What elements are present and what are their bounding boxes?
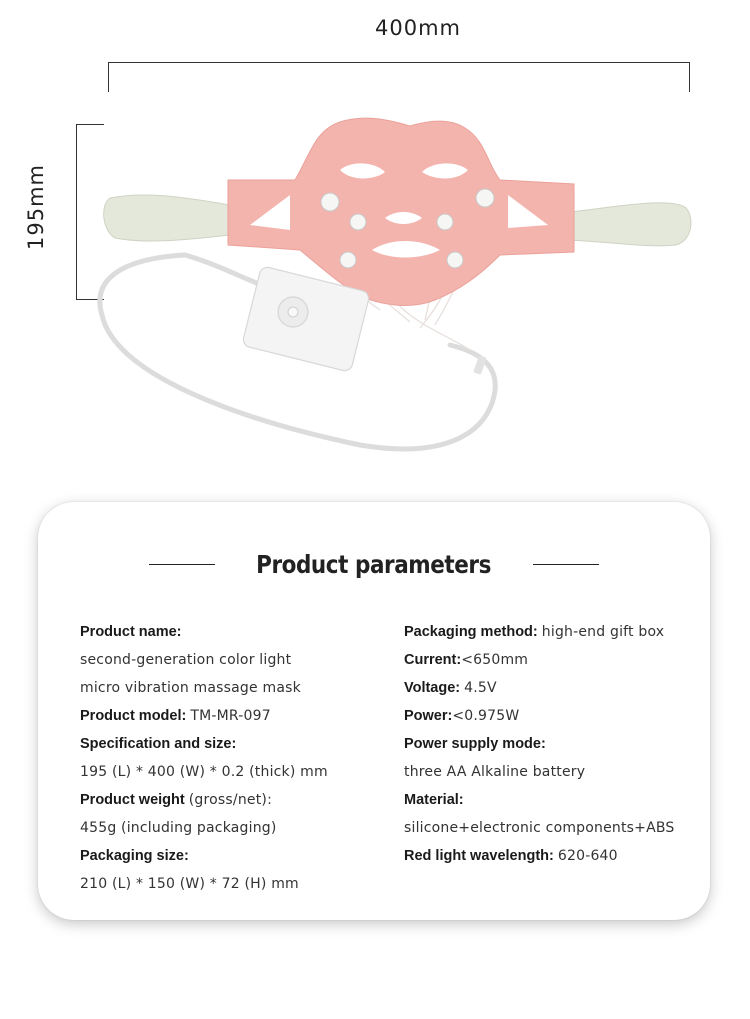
- param-row: Specification and size:: [80, 736, 237, 752]
- parameters-right-column: [404, 618, 675, 870]
- param-row: Red light wavelength: 620-640: [404, 848, 618, 864]
- param-row: Power supply mode:: [404, 736, 546, 752]
- param-row: second-generation color light: [80, 652, 292, 668]
- height-dimension-label: 195mm: [24, 164, 48, 250]
- param-row: 210 (L) * 150 (W) * 72 (H) mm: [80, 876, 299, 892]
- title-rule-right: [533, 564, 599, 565]
- param-row: 455g (including packaging): [80, 820, 277, 836]
- product-parameters-card: [38, 502, 710, 920]
- param-row: Material:: [404, 792, 464, 808]
- width-dimension-line: [108, 62, 690, 63]
- parameters-left-column: [80, 618, 328, 898]
- section-title: Product parameters: [256, 550, 492, 579]
- param-row: Power:<0.975W: [404, 708, 520, 724]
- title-rule-left: [149, 564, 215, 565]
- param-row: Current:<650mm: [404, 652, 529, 668]
- massage-mask-image: [90, 100, 710, 480]
- param-row: Product weight (gross/net):: [80, 792, 272, 808]
- param-row: Product name:: [80, 624, 182, 640]
- width-dimension-label: 400mm: [375, 16, 461, 40]
- section-title-row: [38, 550, 710, 579]
- param-row: Product model: TM-MR-097: [80, 708, 271, 724]
- param-row: silicone+electronic components+ABS: [404, 820, 675, 836]
- height-dimension-line: [76, 124, 77, 300]
- param-row: 195 (L) * 400 (W) * 0.2 (thick) mm: [80, 764, 328, 780]
- param-row: Voltage: 4.5V: [404, 680, 497, 696]
- param-row: Packaging size:: [80, 848, 189, 864]
- param-row: three AA Alkaline battery: [404, 764, 586, 780]
- param-row: micro vibration massage mask: [80, 680, 301, 696]
- param-row: Packaging method: high-end gift box: [404, 624, 665, 640]
